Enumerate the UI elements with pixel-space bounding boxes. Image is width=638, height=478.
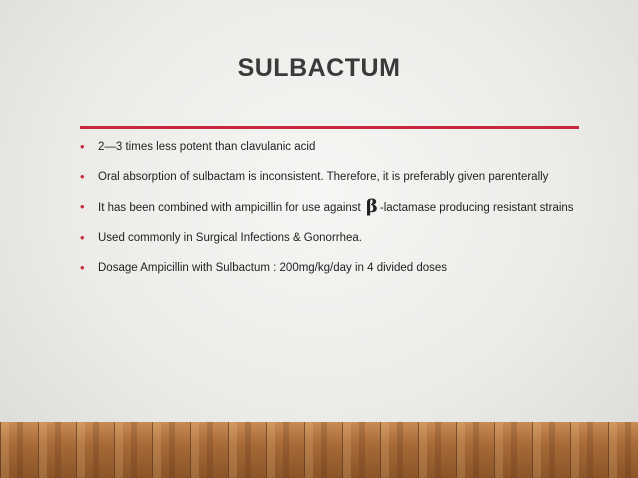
bullet-dot-icon: • — [80, 199, 85, 214]
title-divider — [80, 126, 579, 129]
bullet-list — [80, 136, 575, 287]
bullet-text: Dosage Ampicillin with Sulbactum : 200mg/kg/day in 4 divided doses — [98, 262, 448, 274]
beta-symbol: β — [365, 196, 378, 217]
bullet-item — [80, 196, 575, 219]
bullet-text: Used commonly in Surgical Infections & Gonorrhea. — [98, 232, 362, 244]
bullet-dot-icon: • — [80, 169, 85, 184]
wood-floor-background — [0, 422, 638, 478]
bullet-dot-icon: • — [80, 230, 85, 245]
bullet-item — [80, 136, 575, 158]
bullet-dot-icon: • — [80, 260, 85, 275]
bullet-text: 2—3 times less potent than clavulanic acid — [98, 141, 316, 153]
bullet-text: Oral absorption of sulbactam is inconsistent. Therefore, it is preferably given parenterally — [98, 171, 549, 183]
slide-title: SULBACTUM — [237, 54, 401, 82]
bullet-dot-icon: • — [80, 139, 85, 154]
bullet-text-before: It has been combined with ampicillin for use against — [98, 202, 364, 214]
bullet-text-after: -lactamase producing resistant strains — [379, 202, 574, 214]
bullet-item — [80, 257, 575, 279]
bullet-item — [80, 166, 575, 188]
bullet-item — [80, 227, 575, 249]
